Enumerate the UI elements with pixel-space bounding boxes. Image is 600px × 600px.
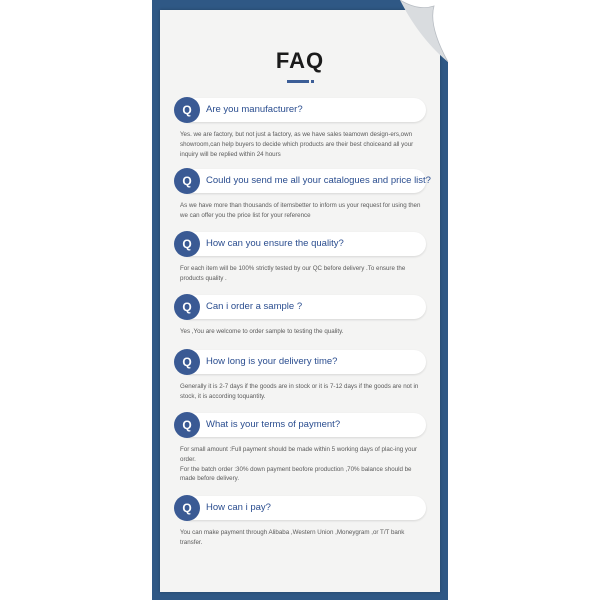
question-bar: [178, 98, 426, 122]
answer-text: [180, 327, 424, 337]
faq-item: [174, 295, 426, 337]
question-bar: [178, 232, 426, 256]
q-badge-icon: Q: [174, 349, 200, 375]
question-bar: [178, 295, 426, 319]
answer-text: [180, 201, 424, 221]
question-bar: [178, 169, 431, 193]
question-text: How can you ensure the quality?: [206, 238, 344, 249]
question-bar: [178, 350, 426, 374]
q-badge-icon: Q: [174, 412, 200, 438]
faq-item: [174, 169, 431, 221]
answer-text: [180, 130, 424, 159]
faq-paper: [160, 10, 440, 592]
answer-paragraph: For the batch order :30% down payment beofore production ,70% balance should be made before delivery.: [180, 465, 412, 483]
q-badge-icon: Q: [174, 97, 200, 123]
faq-item: [174, 496, 426, 548]
q-badge-icon: Q: [174, 231, 200, 257]
question-bar: [178, 413, 426, 437]
question-text: How long is your delivery time?: [206, 356, 338, 367]
q-badge-icon: Q: [174, 495, 200, 521]
answer-paragraph: Yes ,You are welcome to order sample to testing the quality.: [180, 328, 344, 335]
faq-item: [174, 98, 426, 159]
faq-item: [174, 413, 426, 484]
question-text: Can i order a sample ?: [206, 301, 303, 312]
title-underline-dot: [311, 80, 314, 83]
answer-paragraph: Generally it is 2-7 days if the goods are in stock or it is 7-12 days if the goods are not in stock, it is according toquantity.: [180, 383, 419, 400]
answer-text: [180, 445, 424, 484]
faq-item: [174, 350, 426, 402]
question-bar: [178, 496, 426, 520]
answer-text: [180, 528, 424, 548]
question-text: Could you send me all your catalogues and price list?: [206, 175, 431, 186]
answer-paragraph: As we have more than thousands of itemsbetter to inform us your request for using then we can offer you the price list for your reference: [180, 202, 421, 219]
answer-paragraph: For small amount :Full payment should be made within 5 working days of plac-ing your order.: [180, 446, 417, 463]
answer-paragraph: You can make payment through Alibaba ,Western Union ,Moneygram ,or T/T bank transfer.: [180, 529, 405, 546]
answer-text: [180, 382, 424, 402]
question-text: How can i pay?: [206, 502, 271, 513]
question-text: Are you manufacturer?: [206, 104, 303, 115]
answer-paragraph: For each item will be 100% strictly tested by our QC before delivery .To ensure the products quality .: [180, 265, 406, 282]
faq-item: [174, 232, 426, 284]
page-title: FAQ: [275, 48, 325, 73]
answer-text: [180, 264, 424, 284]
answer-paragraph: Yes. we are factory, but not just a factory, as we have sales teamown design-ers,own showroom,can help buyers to decide which products are their best choiceand all your inquiry will be replied within 24 hours: [180, 131, 414, 158]
title-underline: [287, 80, 309, 83]
q-badge-icon: Q: [174, 294, 200, 320]
q-badge-icon: Q: [174, 168, 200, 194]
question-text: What is your terms of payment?: [206, 419, 341, 430]
